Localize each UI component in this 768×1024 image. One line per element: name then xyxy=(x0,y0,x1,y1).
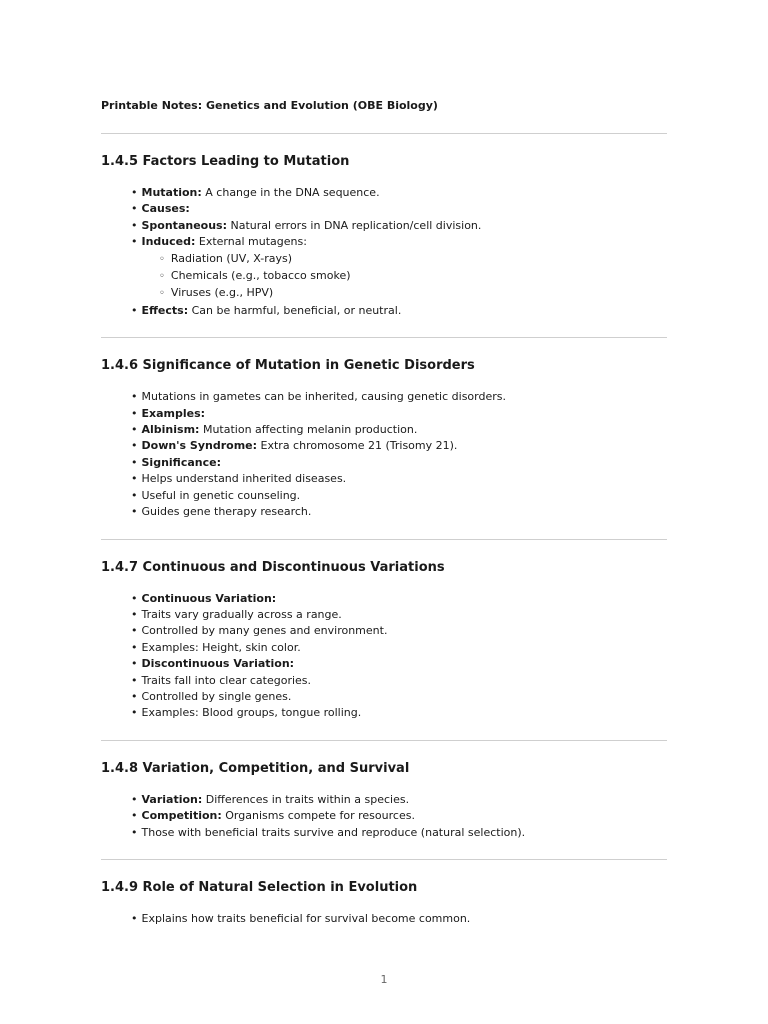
bullet-icon: • xyxy=(131,591,138,605)
hollow-bullet-icon: ◦ xyxy=(159,288,165,300)
list-item xyxy=(131,607,667,623)
item-text: Differences in traits within a species. xyxy=(202,792,410,806)
list-item xyxy=(131,808,667,824)
list-item xyxy=(131,185,667,201)
section-divider xyxy=(101,859,667,860)
item-text: Explains how traits beneficial for survival become common. xyxy=(141,911,471,925)
item-text: Natural errors in DNA replication/cell division. xyxy=(227,218,482,232)
item-text: Can be harmful, beneficial, or neutral. xyxy=(188,303,402,317)
bullet-icon: • xyxy=(131,809,138,823)
bullet-list xyxy=(131,389,667,520)
list-item xyxy=(131,640,667,656)
bullet-icon: • xyxy=(131,218,138,232)
list-item xyxy=(131,705,667,721)
document-page xyxy=(101,99,667,927)
sub-list-item xyxy=(159,251,667,268)
item-text: Extra chromosome 21 (Trisomy 21). xyxy=(257,439,458,453)
item-term: Albinism: xyxy=(141,423,200,437)
sections-container xyxy=(101,153,667,927)
item-text: Examples: Height, skin color. xyxy=(141,640,301,654)
page-number: 1 xyxy=(380,973,388,986)
bullet-icon: • xyxy=(131,390,138,404)
list-item xyxy=(131,234,667,250)
section-divider xyxy=(101,740,667,741)
title-divider xyxy=(101,133,667,134)
bullet-icon: • xyxy=(131,472,138,486)
bullet-list xyxy=(131,911,667,927)
item-term: Effects: xyxy=(141,303,189,317)
section-divider xyxy=(101,337,667,338)
item-term: Causes: xyxy=(141,202,190,216)
bullet-icon: • xyxy=(131,202,138,216)
sub-list-item xyxy=(159,285,667,302)
list-item xyxy=(131,422,667,438)
bullet-icon: • xyxy=(131,423,138,437)
item-term: Spontaneous: xyxy=(141,218,227,232)
item-text: Controlled by single genes. xyxy=(141,689,292,703)
list-item xyxy=(131,488,667,504)
item-text: Examples: Blood groups, tongue rolling. xyxy=(141,706,362,720)
bullet-icon: • xyxy=(131,689,138,703)
list-item xyxy=(131,303,667,319)
bullet-list xyxy=(131,591,667,722)
section-divider xyxy=(101,539,667,540)
list-item xyxy=(131,792,667,808)
item-term: Discontinuous Variation: xyxy=(141,657,295,671)
section-heading: 1.4.5 Factors Leading to Mutation xyxy=(101,154,350,169)
list-item xyxy=(131,438,667,454)
list-item xyxy=(131,455,667,471)
item-text: External mutagens: xyxy=(195,235,307,249)
list-item xyxy=(131,504,667,520)
section-heading: 1.4.6 Significance of Mutation in Genetic Disorders xyxy=(101,358,475,374)
bullet-icon: • xyxy=(131,186,138,199)
item-term: Induced: xyxy=(141,235,196,249)
list-item xyxy=(131,689,667,705)
bullet-icon: • xyxy=(131,505,138,519)
sub-item-text: Chemicals (e.g., tobacco smoke) xyxy=(170,269,351,283)
section-heading: 1.4.8 Variation, Competition, and Survival xyxy=(101,760,410,776)
item-term: Significance: xyxy=(141,455,221,469)
item-term: Continuous Variation: xyxy=(141,591,277,605)
item-term: Examples: xyxy=(141,406,206,420)
bullet-icon: • xyxy=(131,792,138,806)
bullet-icon: • xyxy=(131,624,138,638)
document-title: Printable Notes: Genetics and Evolution (OBE Biology) xyxy=(101,99,438,112)
item-text: Organisms compete for resources. xyxy=(221,809,415,823)
item-text: Traits fall into clear categories. xyxy=(141,673,312,687)
list-item xyxy=(131,656,667,672)
item-text: Traits vary gradually across a range. xyxy=(141,607,342,621)
bullet-icon: • xyxy=(131,303,138,317)
bullet-icon: • xyxy=(131,825,138,839)
bullet-icon: • xyxy=(131,488,138,502)
item-term: Mutation: xyxy=(141,186,202,199)
section-heading: 1.4.7 Continuous and Discontinuous Variations xyxy=(101,559,445,575)
sub-list-item xyxy=(159,268,667,285)
list-item xyxy=(131,623,667,639)
section-heading: 1.4.9 Role of Natural Selection in Evolution xyxy=(101,879,418,895)
item-text: Useful in genetic counseling. xyxy=(141,488,301,502)
list-item xyxy=(131,201,667,217)
bullet-icon: • xyxy=(131,657,138,671)
bullet-icon: • xyxy=(131,406,138,420)
bullet-list xyxy=(131,185,667,319)
item-text: Mutation affecting melanin production. xyxy=(199,423,418,437)
bullet-list xyxy=(131,792,667,841)
item-text: Helps understand inherited diseases. xyxy=(141,472,347,486)
bullet-icon: • xyxy=(131,455,138,469)
bullet-icon: • xyxy=(131,235,138,249)
list-item xyxy=(131,911,667,927)
item-text: A change in the DNA sequence. xyxy=(201,186,380,199)
item-term: Down's Syndrome: xyxy=(141,439,258,453)
item-term: Competition: xyxy=(141,809,222,823)
list-item xyxy=(131,406,667,422)
list-item xyxy=(131,673,667,689)
list-item xyxy=(131,389,667,405)
hollow-bullet-icon: ◦ xyxy=(159,271,165,283)
bullet-icon: • xyxy=(131,911,138,925)
sub-item-text: Viruses (e.g., HPV) xyxy=(170,286,274,300)
list-item xyxy=(131,218,667,234)
bullet-icon: • xyxy=(131,673,138,687)
bullet-icon: • xyxy=(131,640,138,654)
item-text: Mutations in gametes can be inherited, causing genetic disorders. xyxy=(141,390,506,404)
list-item xyxy=(131,471,667,487)
list-item xyxy=(131,591,667,607)
item-text: Those with beneficial traits survive and reproduce (natural selection). xyxy=(141,825,526,839)
bullet-icon: • xyxy=(131,706,138,720)
list-item xyxy=(131,825,667,841)
bullet-icon: • xyxy=(131,607,138,621)
item-term: Variation: xyxy=(141,792,203,806)
sub-item-text: Radiation (UV, X-rays) xyxy=(170,251,293,265)
item-text: Controlled by many genes and environment. xyxy=(141,624,388,638)
bullet-icon: • xyxy=(131,439,138,453)
hollow-bullet-icon: ◦ xyxy=(159,253,165,265)
sub-bullet-list xyxy=(159,251,667,303)
item-text: Guides gene therapy research. xyxy=(141,505,312,519)
